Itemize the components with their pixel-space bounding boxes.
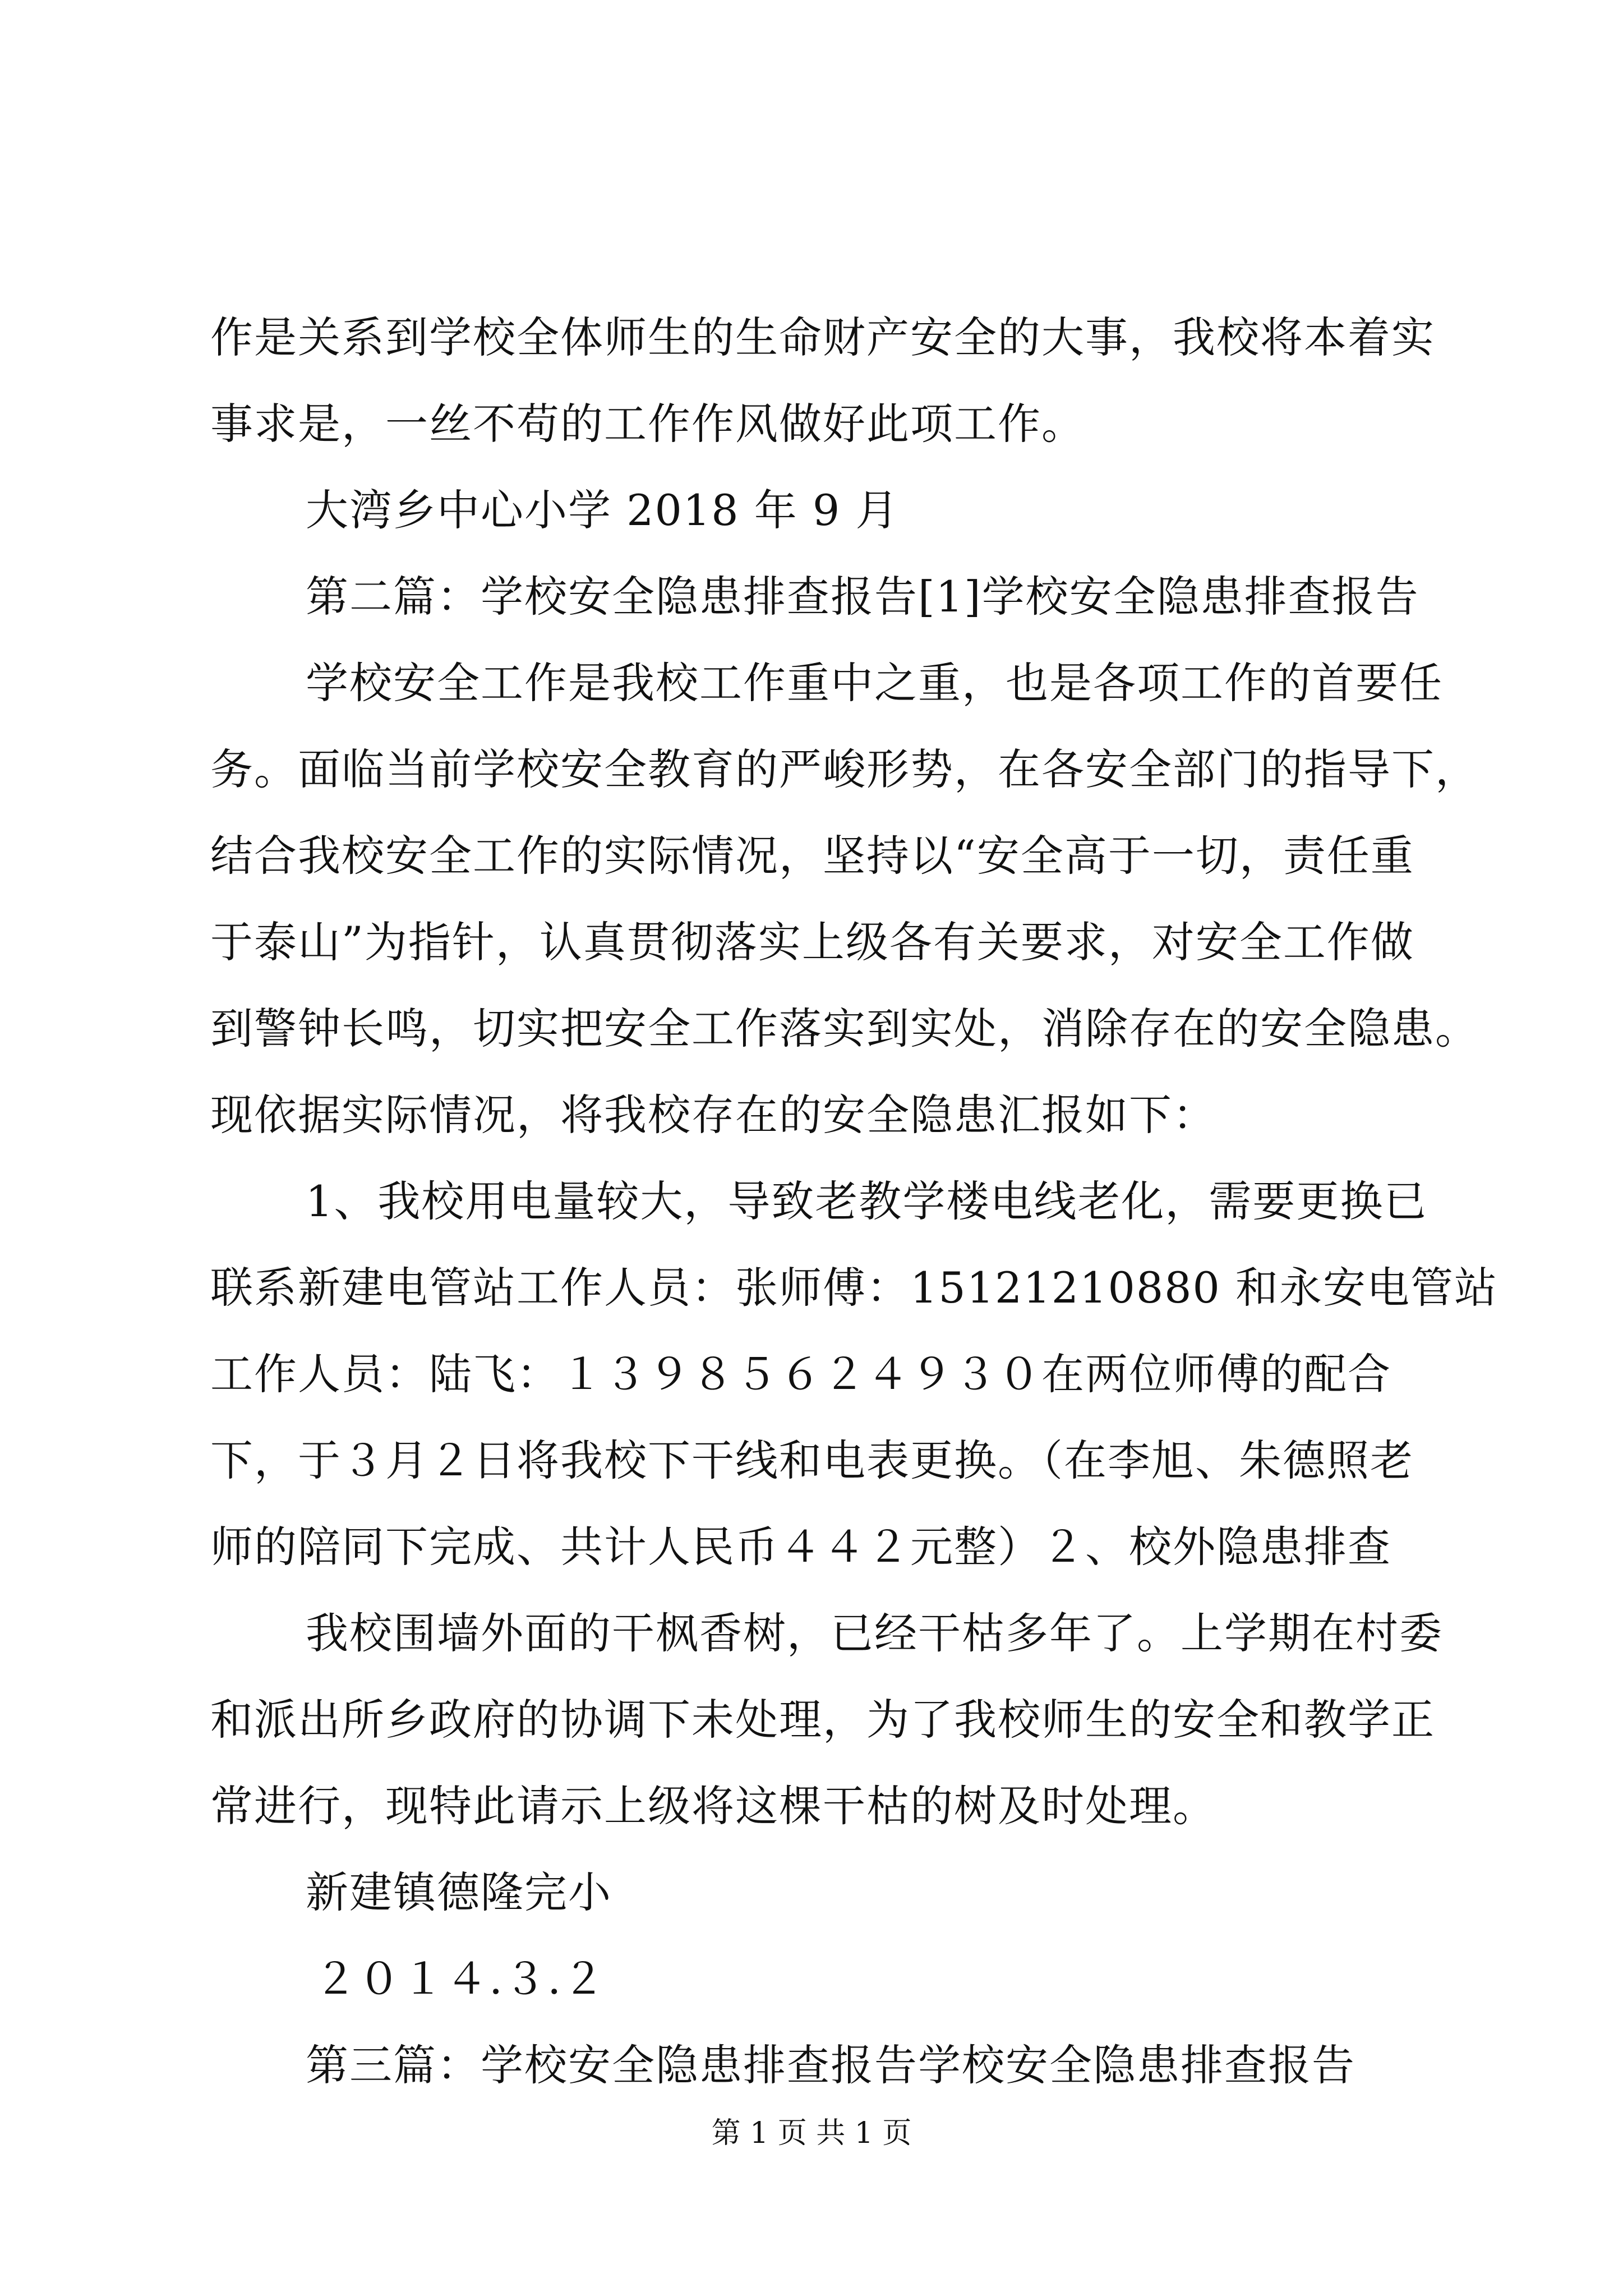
text-line: 务。面临当前学校安全教育的严峻形势，在各安全部门的指导下， bbox=[210, 744, 1479, 794]
section-heading-part-three: 第三篇：学校安全隐患排查报告学校安全隐患排查报告 bbox=[306, 2040, 1355, 2090]
text-line: 和派出所乡政府的协调下未处理，为了我校师生的安全和教学正 bbox=[210, 1695, 1435, 1745]
document-body bbox=[210, 295, 1498, 2109]
text-line: 1、我校用电量较大，导致老教学楼电线老化，需要更换已 bbox=[306, 1176, 1428, 1226]
text-line: 联系新建电管站工作人员：张师傅：15121210880 和永安电管站 bbox=[210, 1263, 1498, 1313]
school-signature-2018: 大湾乡中心小学 2018 年 9 月 bbox=[306, 485, 900, 535]
text-line: 常进行，现特此请示上级将这棵干枯的树及时处理。 bbox=[210, 1781, 1216, 1831]
text-line: 下，于３月２日将我校下干线和电表更换。（在李旭、朱德照老 bbox=[210, 1435, 1414, 1485]
text-line: 作是关系到学校全体师生的生命财产安全的大事，我校将本着实 bbox=[210, 312, 1435, 362]
text-line: 结合我校安全工作的实际情况，坚持以“安全高于一切，责任重 bbox=[210, 831, 1414, 881]
text-line: 事求是，一丝不苟的工作作风做好此项工作。 bbox=[210, 399, 1085, 449]
page-number-footer: 第 1 页 共 1 页 bbox=[711, 2116, 912, 2150]
school-signature-delong: 新建镇德隆完小 bbox=[306, 1867, 612, 1917]
text-line: 到警钟长鸣，切实把安全工作落实到实处，消除存在的安全隐患。 bbox=[210, 1004, 1479, 1053]
text-line: 现依据实际情况，将我校存在的安全隐患汇报如下： bbox=[210, 1090, 1216, 1140]
text-line: 于泰山”为指针，认真贯彻落实上级各有关要求，对安全工作做 bbox=[210, 917, 1414, 967]
text-line: 学校安全工作是我校工作重中之重，也是各项工作的首要任 bbox=[306, 658, 1443, 708]
text-line: 工作人员：陆飞：１３９８５６２４９３０在两位师傅的配合 bbox=[210, 1349, 1391, 1399]
signature-date: ２０１４.３.２ bbox=[314, 1954, 606, 2004]
section-heading-part-two: 第二篇：学校安全隐患排查报告[1]学校安全隐患排查报告 bbox=[306, 572, 1419, 622]
text-line: 我校围墙外面的干枫香树，已经干枯多年了。上学期在村委 bbox=[306, 1608, 1443, 1658]
text-line: 师的陪同下完成、共计人民币４４２元整）２、校外隐患排查 bbox=[210, 1522, 1391, 1572]
